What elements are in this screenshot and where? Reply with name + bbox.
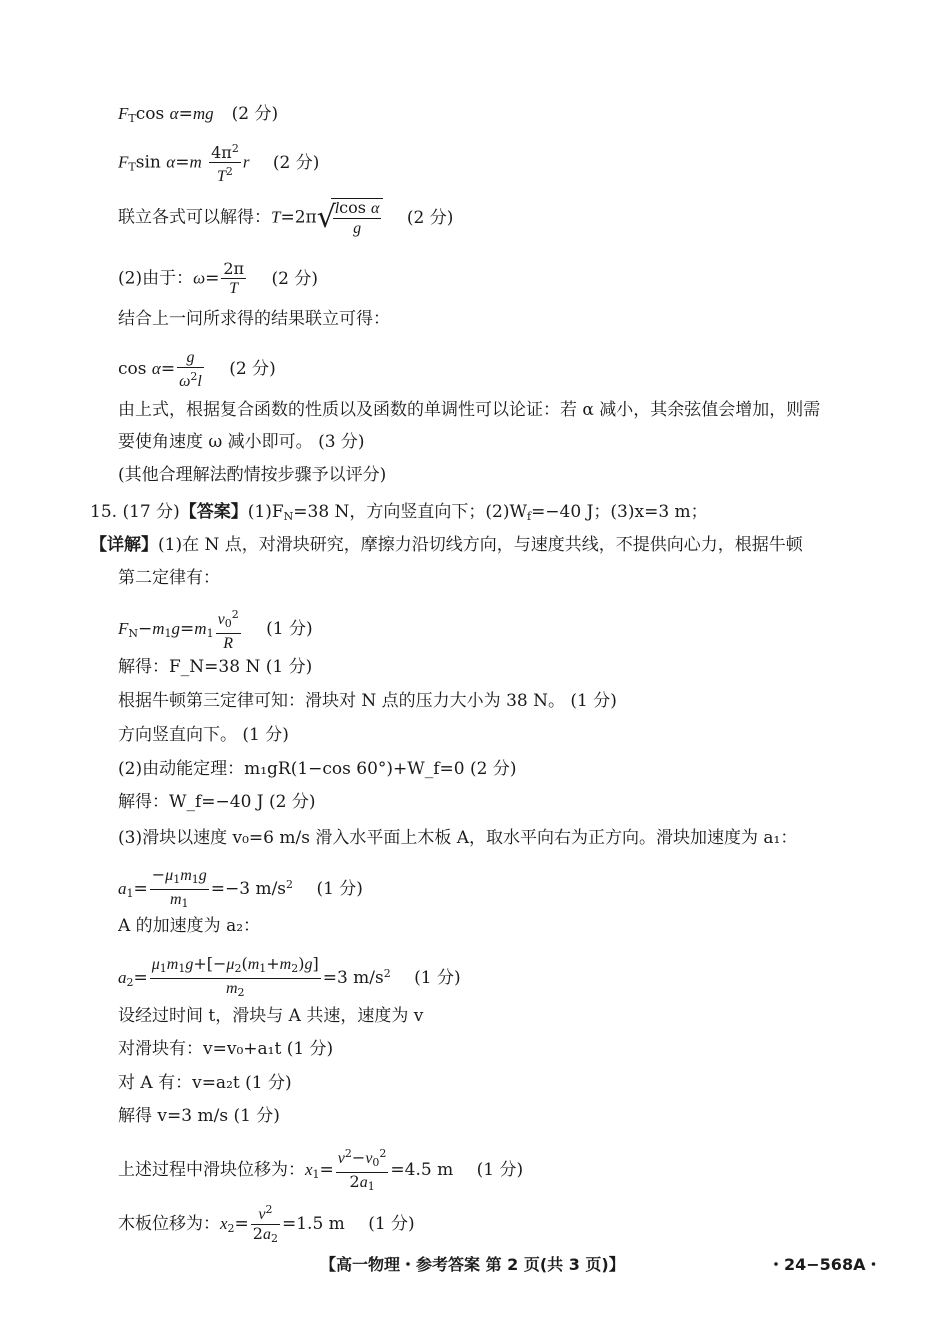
text: (2)由于： — [118, 268, 194, 289]
text-line: 设经过时间 t，滑块与 A 共速，速度为 v — [118, 1006, 424, 1026]
text: =−40 J；(3)x=3 m； — [531, 502, 708, 522]
detail-line — [90, 533, 803, 557]
score: (1 分) — [316, 879, 363, 899]
footer-title: 【高一物理・参考答案 第 2 页(共 3 页)】 — [320, 1255, 625, 1274]
text: 木板位移为： — [118, 1214, 220, 1234]
equation-newton-second: $F_N-m_1g=m_1$ $\frac{v_0^2}{R}$ (1 分) — [118, 608, 313, 652]
question-number: 15. (17 分) — [90, 502, 180, 522]
answer-label: 【答案】 — [179, 502, 248, 522]
equation-omega: (2)由于：ω= $\frac{2\pi}{T}$ (2 分) — [118, 259, 318, 297]
score: (2 分) — [271, 268, 318, 289]
score: (1 分) — [476, 1160, 524, 1180]
text-line: 对滑块有：v=v₀+a₁t (1 分) — [118, 1039, 334, 1059]
equation-x1: 上述过程中滑块位移为：$x_1=$ $\frac{v^2-v_0^2}{2a_1}$ =4.5 m (1 分) — [118, 1147, 524, 1193]
text: =38 N，方向竖直向下；(2)W — [293, 502, 527, 522]
equation-period: 联立各式可以解得：T=2π √ $\frac{\text{lcos α}}{g}$ (2 分) — [118, 198, 454, 237]
text-line: 解得：F_N=38 N (1 分) — [118, 657, 313, 677]
equation-a2: $a_2=$ $\frac{\mu_1m_1g+[-\mu_2(m_1+m_2)g]}{m_2}$ =3 $m/s^2$ (1 分) — [118, 954, 461, 999]
text: 联立各式可以解得： — [118, 207, 271, 228]
equation-tension-horizontal: $F_T\sin$ α=m $\frac{4\pi^2}{T^2}$ r (2 分) — [118, 142, 320, 185]
text-line: (其他合理解法酌情按步骤予以评分) — [118, 465, 387, 485]
equation-a1: $a_1=$ $\frac{-\mu_1m_1g}{m_1}$ =−3 $m/s^2$ (1 分) — [118, 865, 363, 910]
score: (1 分) — [414, 968, 461, 988]
score: (1 分) — [368, 1214, 415, 1234]
text-line: (3)滑块以速度 v₀=6 m/s 滑入水平面上木板 A，取水平向右为正方向。滑块加速度为 a₁： — [118, 828, 798, 848]
text-line: 第二定律有： — [118, 568, 220, 588]
equation-cos-alpha: cos α= $\frac{g}{\omega^2l}$ (2 分) — [118, 349, 276, 390]
text: (1)F — [247, 502, 284, 522]
detail-label: 【详解】 — [90, 535, 158, 555]
text-line: 要使角速度 ω 减小即可。 (3 分) — [118, 432, 365, 452]
text-line: 由上式，根据复合函数的性质以及函数的单调性可以论证：若 α 减小，其余弦值会增加，则需 — [118, 400, 821, 420]
score: (1 分) — [266, 619, 313, 639]
equation-tension-vertical: $F_T\cos$ α=mg (2 分) — [118, 104, 279, 125]
text-line: 对 A 有：v=a₂t (1 分) — [118, 1073, 292, 1093]
footer-code: ・24−568A・ — [768, 1255, 882, 1274]
text-line: 方向竖直向下。 (1 分) — [118, 725, 289, 745]
text-line: (2)由动能定理：m₁gR(1−cos 60°)+W_f=0 (2 分) — [118, 759, 517, 779]
text-line: 解得：W_f=−40 J (2 分) — [118, 792, 316, 812]
text-line: 解得 v=3 m/s (1 分) — [118, 1106, 280, 1126]
score: (2 分) — [272, 152, 320, 173]
score: (2 分) — [229, 359, 276, 379]
text: 上述过程中滑块位移为： — [118, 1160, 305, 1180]
text: (1)在 N 点，对滑块研究，摩擦力沿切线方向，与速度共线，不提供向心力，根据牛顿 — [158, 535, 803, 555]
equation-x2: 木板位移为：$x_2=$ $\frac{v^2}{2a_2}$ =1.5 m (1 分) — [118, 1203, 415, 1245]
question-15-answer: 15. (17 分)【答案】$(1)F_N=38$ N，方向竖直向下；$(2)W_f=-40$ J；(3)x=3 m； — [90, 502, 708, 523]
text-line: A 的加速度为 a₂： — [118, 916, 261, 936]
text-line: 根据牛顿第三定律可知：滑块对 N 点的压力大小为 38 N。 (1 分) — [118, 691, 617, 711]
score: (2 分) — [406, 207, 454, 228]
text-line: 结合上一问所求得的结果联立可得： — [118, 309, 390, 329]
score: (2 分) — [231, 104, 279, 124]
